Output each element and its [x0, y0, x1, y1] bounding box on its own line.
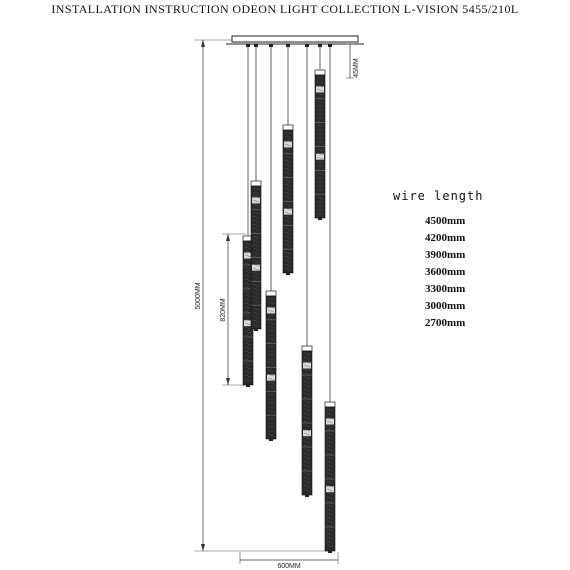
- wire-mount: [286, 44, 290, 47]
- wire-length-item: 3600mm: [425, 266, 466, 278]
- wire-length-item: 3300mm: [425, 283, 466, 295]
- canopy-height-label: 45MM: [353, 58, 360, 78]
- lamp-height-label: 820MM: [220, 298, 227, 322]
- total-height-label: 5000MM: [195, 282, 202, 310]
- lamp-light-section: [303, 363, 311, 369]
- wire-length-item: 4500mm: [425, 215, 466, 227]
- lamp-light-section: [316, 86, 324, 92]
- wire-length-list: [425, 213, 465, 332]
- pendant-lamps: [243, 44, 335, 553]
- lamp-cap: [251, 181, 261, 186]
- lamp-finial: [254, 329, 258, 331]
- lamp-finial: [269, 439, 273, 441]
- wire-length-heading: wire length: [393, 189, 484, 203]
- lamp-light-section: [284, 141, 292, 147]
- lamp-finial: [305, 495, 309, 497]
- arrow-icon: [226, 378, 230, 385]
- wire-length-item: 4200mm: [425, 232, 466, 244]
- lamp-finial: [246, 385, 250, 387]
- canopy-width-label: 600MM: [277, 563, 301, 570]
- lamp-light-section: [326, 419, 334, 425]
- wire-mount: [246, 44, 250, 47]
- lamp-cap: [283, 125, 293, 130]
- lamp-cap: [266, 291, 276, 296]
- wire-mount: [269, 44, 273, 47]
- lamp-finial: [328, 551, 332, 553]
- ceiling-canopy: [232, 36, 358, 42]
- wire-mount: [254, 44, 258, 47]
- lamp-light-section: [267, 307, 275, 313]
- page-title: INSTALLATION INSTRUCTION ODEON LIGHT COLLECTION L-VISION 5455/210L: [51, 2, 519, 16]
- arrow-icon: [226, 234, 230, 241]
- wire-length-item: 2700mm: [425, 317, 466, 329]
- lamp-finial: [318, 218, 322, 220]
- wire-mount: [305, 44, 309, 47]
- wire-mount: [328, 44, 332, 47]
- lamp-cap: [315, 70, 325, 75]
- arrow-icon: [201, 40, 205, 47]
- wire-length-item: 3900mm: [425, 249, 466, 261]
- lamp-cap: [302, 346, 312, 351]
- arrow-icon: [201, 544, 205, 551]
- lamp-finial: [286, 273, 290, 275]
- wire-mount: [318, 44, 322, 47]
- lamp-cap: [325, 402, 335, 407]
- wire-length-item: 3000mm: [425, 300, 466, 312]
- lamp-light-section: [252, 197, 260, 203]
